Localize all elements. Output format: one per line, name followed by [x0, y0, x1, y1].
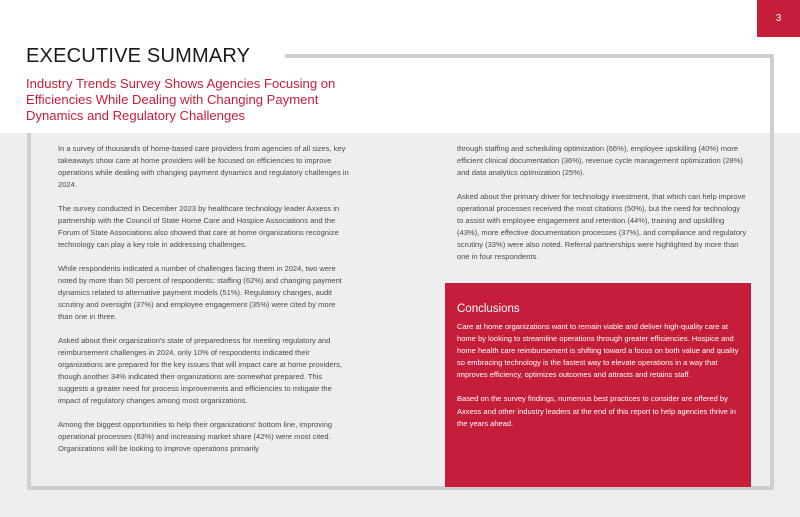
conclusions-paragraph: Care at home organizations want to remain viable and deliver high-quality care at home by looking to streamline operations through greater efficiencies. Hospice and home health care reimbursement is shifting toward a focus on both value and quality so embracing technology is the fastest way to elevate operations in a way that improves efficiency, optimizes outcomes and attracts and retains staff.: [457, 322, 739, 380]
paragraph: through staffing and scheduling optimization (66%), employee upskilling (40%) more efficient clinical documentation (36%), revenue cycle management optimization (28%) and data analytics optimization (25%).: [457, 144, 743, 177]
paragraph: Among the biggest opportunities to help their organizations' bottom line, improving operational processes (63%) and increasing market share (42%) were most cited. Organizations will be looking to improve operations primarily: [58, 420, 333, 453]
paragraph: The survey conducted in December 2023 by healthcare technology leader Axxess in partnership with the Council of State Home Care and Hospice Associations and the Forum of State Associations also showed that care at home organizations recognize technology can play a key role in addressing challenges.: [58, 204, 340, 249]
page-title: EXECUTIVE SUMMARY: [26, 45, 251, 67]
paragraph: In a survey of thousands of home-based care providers from agencies of all sizes, key takeaways show care at home providers will be focused on efficiencies to improve operations while dealing with changing payment dynamics and regulatory challenges in 2024.: [58, 144, 349, 189]
page-number: 3: [757, 0, 800, 37]
right-column: [457, 143, 747, 275]
frame-right-line: [770, 54, 774, 490]
paragraph: While respondents indicated a number of challenges facing them in 2024, two were noted by more than 50 percent of respondents: staffing (62%) and changing payment dynamics related to alternative payment models (51%). Regulatory changes, audit scrutiny and oversight (37%) and employee engagement (35%) were cited by more than one in three.: [58, 264, 342, 321]
page-subtitle: Industry Trends Survey Shows Agencies Focusing on Efficiencies While Dealing with Changing Payment Dynamics and Regulatory Challenges: [26, 76, 336, 123]
conclusions-box: [445, 283, 751, 487]
left-column: [58, 143, 350, 467]
conclusions-paragraph: Based on the survey findings, numerous best practices to consider are offered by Axxess and other industry leaders at the end of this report to help agencies thrive in the years ahead.: [457, 394, 736, 428]
frame-left-line: [27, 133, 31, 490]
paragraph: Asked about their organization's state of preparedness for meeting regulatory and reimbursement challenges in 2024, only 10% of respondents indicated their organizations are prepared for the key issues that will impact care at home providers, though another 34% indicated their organizations are somewhat prepared. This suggests a greater need for process improvements and efficiencies to mitigate the impact of regulatory changes among most organizations.: [58, 336, 342, 405]
frame-top-line: [285, 54, 774, 58]
paragraph: Asked about the primary driver for technology investment, that which can help improve operational processes received the most citations (50%), but the need for technology to assist with employee engagement and retention (44%), training and upskilling (43%), more effective documentation processes (37%), and compliance and regulatory scrutiny (33%) were also noted. Referral partnerships were highlighted by more than one in four respondents.: [457, 192, 747, 261]
conclusions-title: Conclusions: [457, 303, 520, 315]
